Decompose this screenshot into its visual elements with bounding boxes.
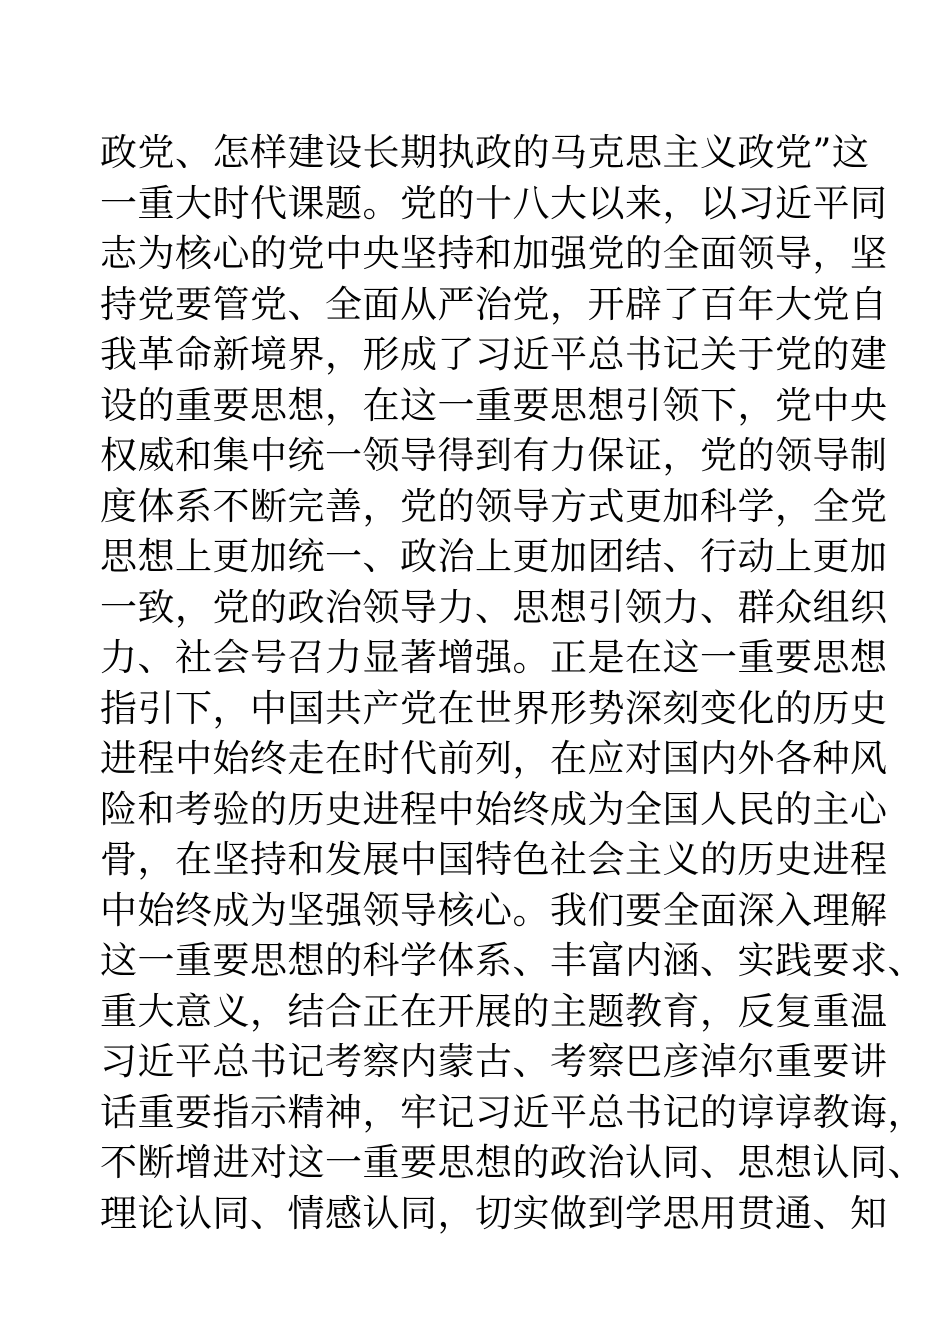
text-line: 思想上更加统一、政治上更加团结、行动上更加 [100,535,888,578]
text-line: 重大意义，结合正在开展的主题教育，反复重温 [100,989,888,1033]
text-line: 持党要管党、全面从严治党，开辟了百年大党自 [100,282,888,326]
text-line: 不断增进对这一重要思想的政治认同、思想认同、 [100,1141,925,1184]
text-line: 中始终成为坚强领导核心。我们要全面深入理解 [100,888,888,932]
text-line: 险和考验的历史进程中始终成为全国人民的主心 [100,787,888,831]
body-text [100,128,925,1239]
text-line: 政党、怎样建设长期执政的马克思主义政党”这 [100,131,870,174]
text-line: 进程中始终走在时代前列，在应对国内外各种风 [100,737,888,780]
text-line: 一重大时代课题。党的十八大以来，以习近平同 [100,181,888,225]
text-line: 这一重要思想的科学体系、丰富内涵、实践要求、 [100,939,925,982]
text-line: 我革命新境界，形成了习近平总书记关于党的建 [100,333,888,376]
text-line: 话重要指示精神，牢记习近平总书记的谆谆教诲， [100,1090,925,1134]
text-line: 设的重要思想，在这一重要思想引领下，党中央 [100,383,888,427]
text-line: 指引下，中国共产党在世界形势深刻变化的历史 [100,686,888,730]
text-line: 理论认同、情感认同，切实做到学思用贯通、知 [100,1191,888,1235]
text-line: 力、社会号召力显著增强。正是在这一重要思想 [100,636,888,679]
text-line: 权威和集中统一领导得到有力保证，党的领导制 [100,434,888,477]
text-line: 度体系不断完善，党的领导方式更加科学，全党 [100,484,888,528]
text-line: 习近平总书记考察内蒙古、考察巴彦淖尔重要讲 [100,1040,888,1083]
text-line: 一致，党的政治领导力、思想引领力、群众组织 [100,585,888,629]
text-line: 志为核心的党中央坚持和加强党的全面领导，坚 [100,232,888,275]
text-line: 骨，在坚持和发展中国特色社会主义的历史进程 [100,838,888,881]
